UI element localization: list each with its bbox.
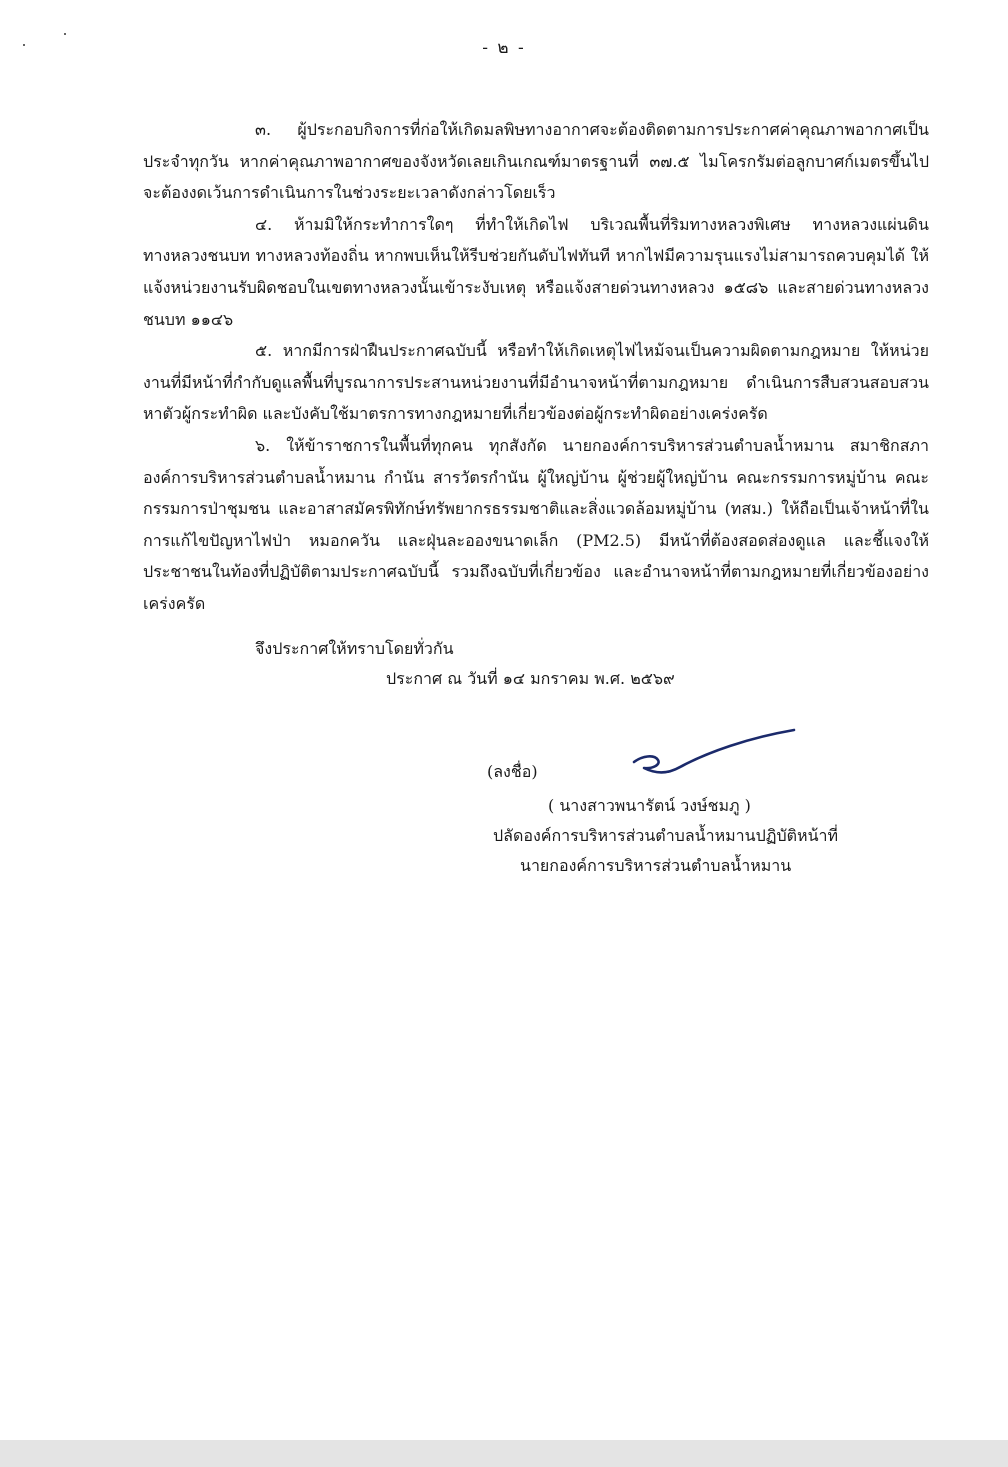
signer-title-line-1: ปลัดองค์การบริหารส่วนตำบลน้ำหมานปฏิบัติหน้าที่ (493, 826, 839, 845)
paragraph-4: ๔. ห้ามมิให้กระทำการใดๆ ที่ทำให้เกิดไฟ บริเวณพื้นที่ริมทางหลวงพิเศษ ทางหลวงแผ่นดิน ทางหลวงชนบท ทางหลวงท้องถิ่น หากพบเห็นให้รีบช่วยกันดับไฟทันที หากไฟมีความรุนแรงไม่สามารถควบคุมได้ ให้แจ้งหน่วยงานรับผิดชอบในเขตทางหลวงนั้นเข้าระงับเหตุ หรือแจ้งสายด่วนทางหลวง ๑๕๘๖ และสายด่วนทางหลวงชนบท ๑๑๔๖ (143, 214, 929, 329)
closing-statement: จึงประกาศให้ทราบโดยทั่วกัน (255, 639, 454, 658)
announcement-body (143, 114, 929, 620)
announcement-date: ประกาศ ณ วันที่ ๑๔ มกราคม พ.ศ. ๒๕๖๙ (386, 669, 675, 688)
paragraph-6: ๖. ให้ข้าราชการในพื้นที่ทุกคน ทุกสังกัด นายกองค์การบริหารส่วนตำบลน้ำหมาน สมาชิกสภาองค์การบริหารส่วนตำบลน้ำหมาน กำนัน สารวัตรกำนัน ผู้ใหญ่บ้าน ผู้ช่วยผู้ใหญ่บ้าน คณะกรรมการหมู่บ้าน คณะกรรมการป่าชุมชน และอาสาสมัครพิทักษ์ทรัพยากรธรรมชาติและสิ่งแวดล้อมหมู่บ้าน (ทสม.) ให้ถือเป็นเจ้าหน้าที่ในการแก้ไขปัญหาไฟป่า หมอกควัน และฝุ่นละอองขนาดเล็ก (PM2.5) มีหน้าที่ต้องสอดส่องดูแล และชี้แจงให้ประชาชนในท้องที่ปฏิบัติตามประกาศฉบับนี้ รวมถึงฉบับที่เกี่ยวข้อง และอำนาจหน้าที่ตามกฎหมายที่เกี่ยวข้องอย่างเคร่งครัด (143, 435, 929, 613)
signed-label: (ลงชื่อ) (487, 762, 538, 781)
paragraph-5: ๕. หากมีการฝ่าฝืนประกาศฉบับนี้ หรือทำให้เกิดเหตุไฟไหม้จนเป็นความผิดตามกฎหมาย ให้หน่วยงานที่มีหน้าที่กำกับดูแลพื้นที่บูรณาการประสานหน่วยงานที่มีอำนาจหน้าที่ตามกฎหมาย ดำเนินการสืบสวนสอบสวนหาตัวผู้กระทำผิด และบังคับใช้มาตรการทางกฎหมายที่เกี่ยวข้องต่อผู้กระทำผิดอย่างเคร่งครัด (143, 341, 929, 424)
handwritten-signature (628, 722, 798, 784)
paragraph-3: ๓. ผู้ประกอบกิจการที่ก่อให้เกิดมลพิษทางอากาศจะต้องติดตามการประกาศค่าคุณภาพอากาศเป็นประจำทุกวัน หากค่าคุณภาพอากาศของจังหวัดเลยเกินเกณฑ์มาตรฐานที่ ๓๗.๕ ไมโครกรัมต่อลูกบาศก์เมตรขึ้นไป จะต้องงดเว้นการดำเนินการในช่วงระยะเวลาดังกล่าวโดยเร็ว (143, 120, 929, 203)
signer-name: ( นางสาวพนารัตน์ วงษ์ชมภู ) (548, 796, 751, 815)
signer-title-line-2: นายกองค์การบริหารส่วนตำบลน้ำหมาน (520, 856, 792, 875)
page-number: - ๒ - (482, 38, 526, 58)
scan-bottom-border (0, 1440, 1008, 1467)
